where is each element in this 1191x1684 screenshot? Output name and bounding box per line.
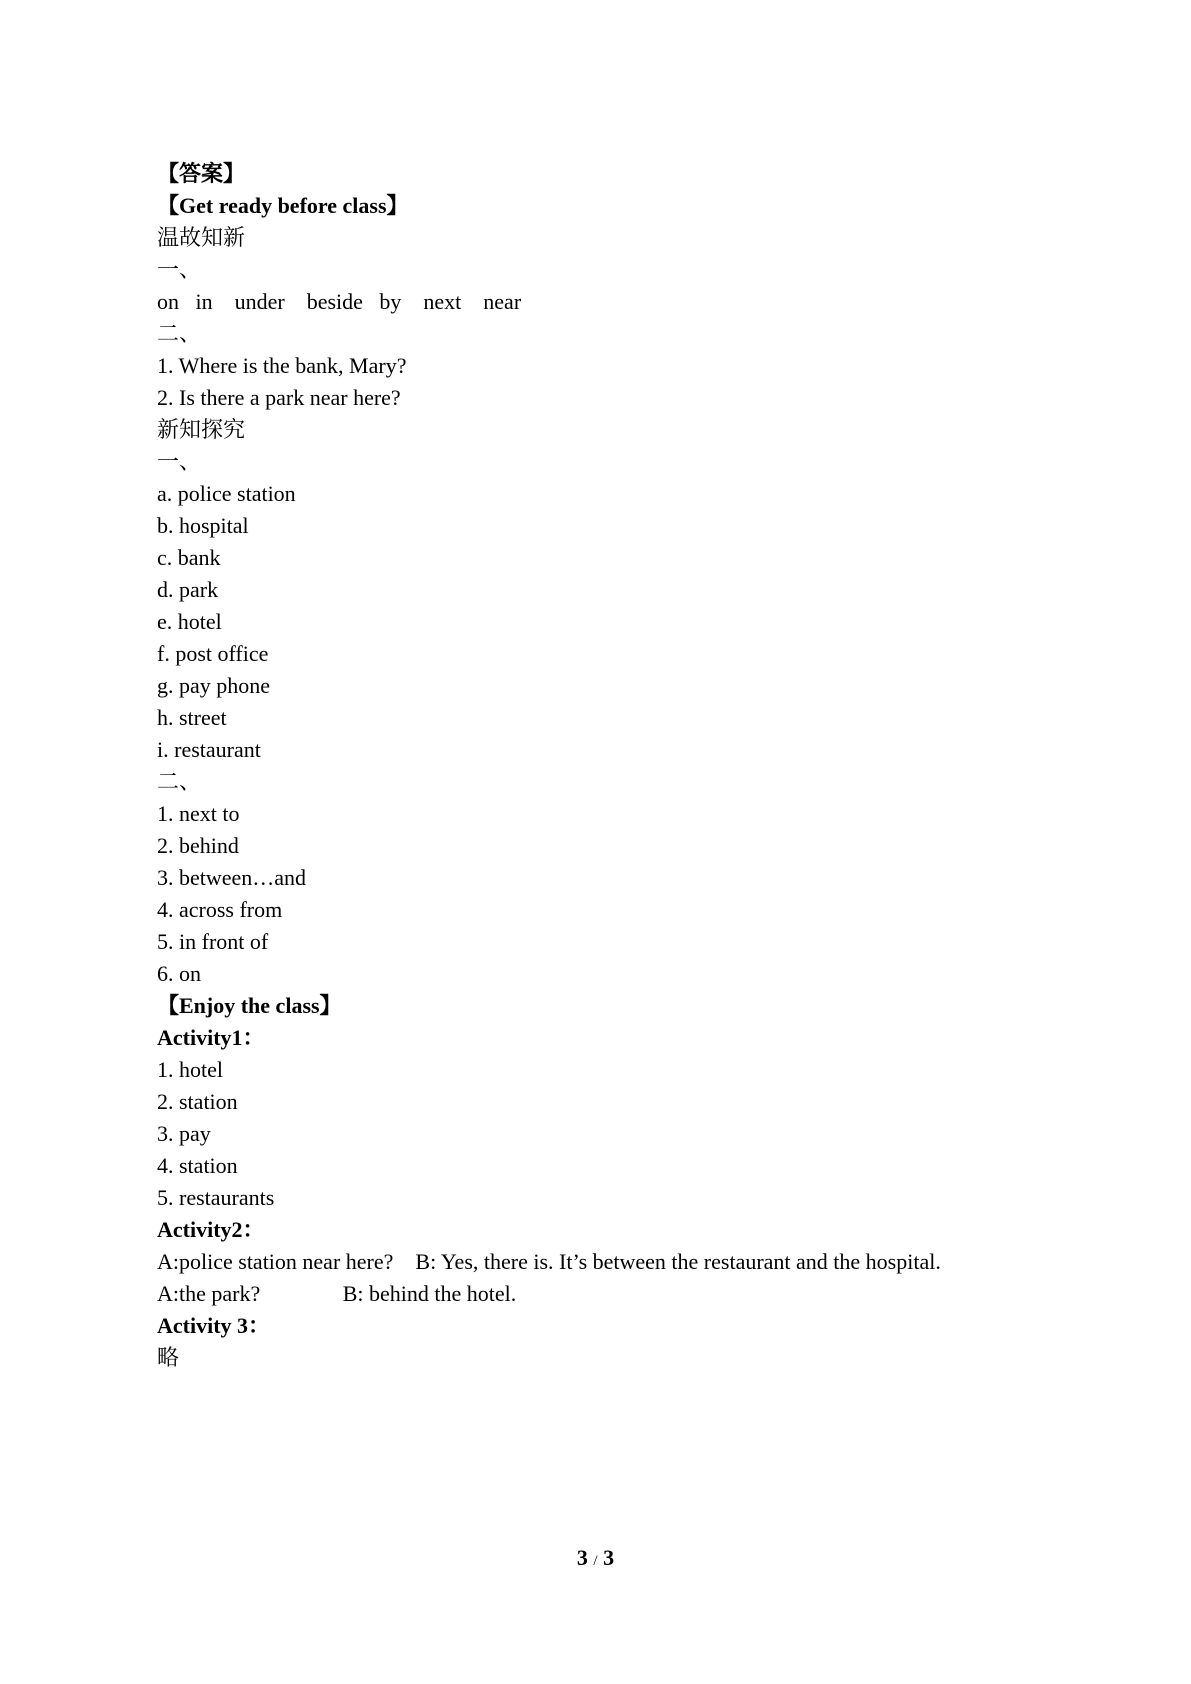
activity1-item: 2. station (157, 1089, 238, 1114)
answer-title: 【答案】 (157, 161, 246, 186)
phrase-item: 3. between…and (157, 865, 307, 890)
current-page: 3 (576, 1545, 588, 1570)
word-item: b. hospital (157, 513, 249, 538)
activity1-item: 5. restaurants (157, 1185, 275, 1210)
phrase-item: 4. across from (157, 897, 283, 922)
phrase-item: 6. on (157, 961, 201, 986)
activity2-dialogue-line: A:police station near here? B: Yes, there is. It’s between the restaurant and the hospital. (157, 1249, 941, 1274)
review-heading: 温故知新 (157, 225, 246, 250)
review-part2-label: 二、 (157, 321, 202, 346)
activity1-item: 4. station (157, 1153, 238, 1178)
activity2-dialogue-line: A:the park? B: behind the hotel. (157, 1281, 517, 1306)
word-item: g. pay phone (157, 673, 271, 698)
phrase-item: 5. in front of (157, 929, 269, 954)
page-number (0, 1542, 1191, 1577)
explore-part2-label: 二、 (157, 769, 202, 794)
page-separator: / (593, 1553, 598, 1569)
word-item: h. street (157, 705, 227, 730)
review-sentence: 2. Is there a park near here? (157, 385, 401, 410)
activity1-label: Activity1： (157, 1025, 265, 1050)
section-title-enjoy-class: 【Enjoy the class】 (157, 993, 342, 1018)
explore-part1-label: 一、 (157, 449, 202, 474)
word-item: d. park (157, 577, 219, 602)
total-pages: 3 (603, 1545, 615, 1570)
answer-document (157, 158, 1057, 1374)
activity3-text: 略 (157, 1345, 180, 1370)
activity3-label: Activity 3： (157, 1313, 271, 1338)
section-title-get-ready: 【Get ready before class】 (157, 193, 409, 218)
word-item: a. police station (157, 481, 296, 506)
word-item: c. bank (157, 545, 221, 570)
activity2-label: Activity2： (157, 1217, 265, 1242)
activity1-item: 1. hotel (157, 1057, 223, 1082)
activity1-item: 3. pay (157, 1121, 211, 1146)
review-part1-label: 一、 (157, 257, 202, 282)
phrase-item: 2. behind (157, 833, 239, 858)
prepositions-list: on in under beside by next near (157, 289, 522, 314)
word-item: f. post office (157, 641, 269, 666)
word-item: i. restaurant (157, 737, 261, 762)
explore-heading: 新知探究 (157, 417, 246, 442)
review-sentence: 1. Where is the bank, Mary? (157, 353, 407, 378)
phrase-item: 1. next to (157, 801, 240, 826)
word-item: e. hotel (157, 609, 222, 634)
